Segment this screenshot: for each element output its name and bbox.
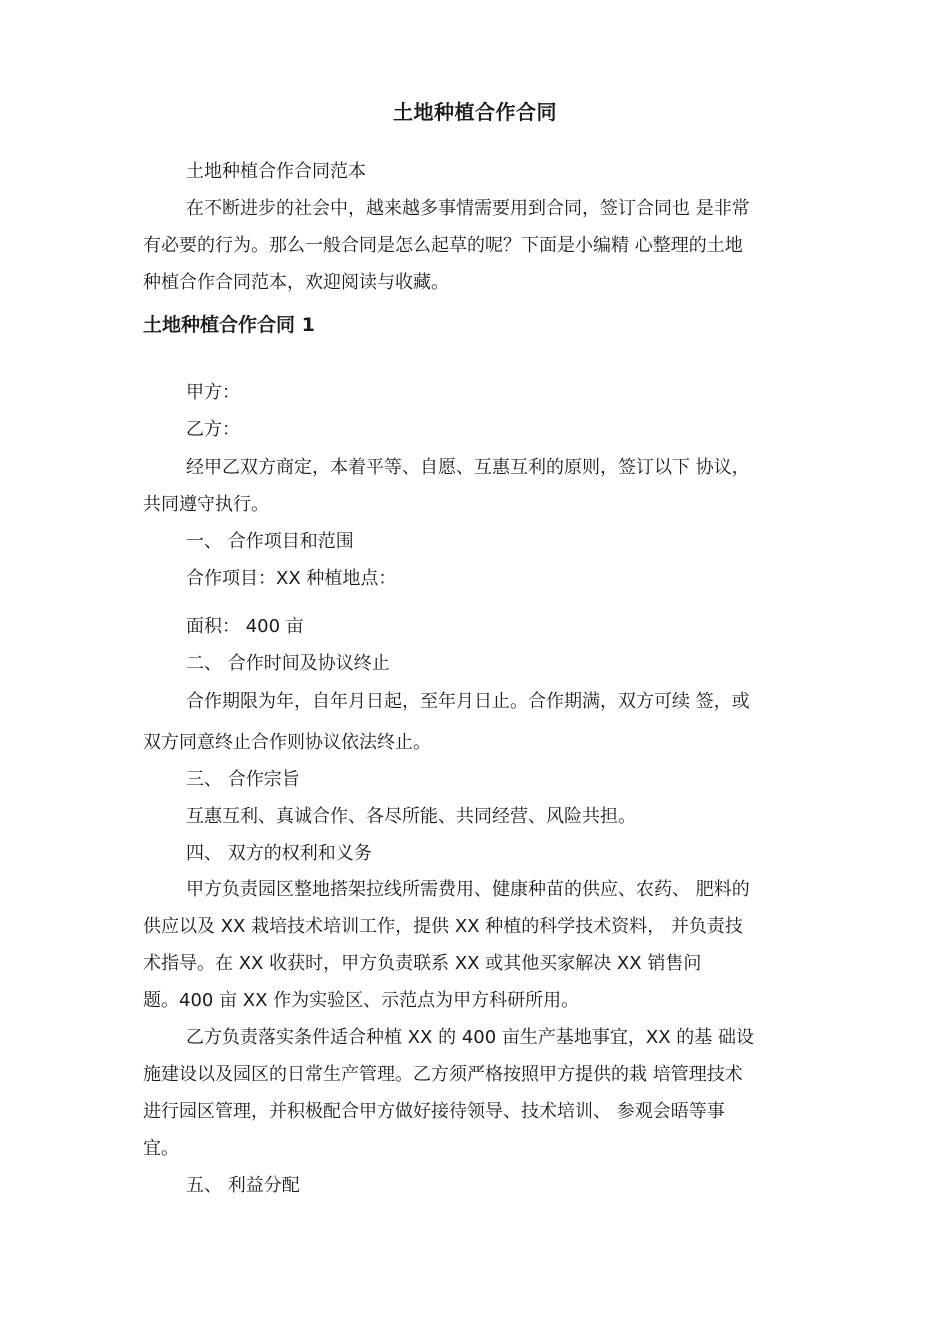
- clause4-party-b-line-2: 施建设以及园区的日常生产管理。乙方须严格按照甲方提供的栽 培管理技术: [143, 1064, 743, 1085]
- section-heading: 土地种植合作合同 1: [143, 314, 315, 336]
- clause5-heading: 五、 利益分配: [186, 1175, 300, 1196]
- intro-line-2: 有必要的行为。那么一般合同是怎么起草的呢？下面是小编精 心整理的土地: [143, 235, 743, 256]
- intro-line-3: 种植合作合同范本，欢迎阅读与收藏。: [143, 272, 449, 293]
- clause2-heading: 二、 合作时间及协议终止: [186, 653, 390, 674]
- clause2-line-1: 合作期限为年，自年月日起，至年月日止。合作期满，双方可续 签，或: [186, 691, 750, 712]
- clause1-area: 面积： 400 亩: [186, 616, 304, 637]
- clause4-heading: 四、 双方的权利和义务: [186, 843, 372, 864]
- clause4-party-b-line-3: 进行园区管理，并积极配合甲方做好接待领导、技术培训、 参观会晤等事: [143, 1101, 725, 1122]
- clause1-project: 合作项目：XX 种植地点：: [186, 568, 397, 589]
- clause2-line-2: 双方同意终止合作则协议依法终止。: [143, 732, 431, 753]
- clause4-party-b-line-1: 乙方负责落实条件适合种植 XX 的 400 亩生产基地事宜，XX 的基 础设: [186, 1027, 755, 1048]
- agreement-line-1: 经甲乙双方商定，本着平等、自愿、互惠互利的原则，签订以下 协议，: [186, 457, 750, 478]
- intro-line-1: 在不断进步的社会中，越来越多事情需要用到合同，签订合同也 是非常: [186, 198, 750, 219]
- party-b-label: 乙方：: [186, 419, 240, 440]
- clause3-text: 互惠互利、真诚合作、各尽所能、共同经营、风险共担。: [186, 806, 636, 827]
- document-title: 土地种植合作合同: [393, 100, 557, 124]
- clause4-party-a-line-1: 甲方负责园区整地搭架拉线所需费用、健康种苗的供应、农药、 肥料的: [186, 879, 750, 900]
- clause3-heading: 三、 合作宗旨: [186, 769, 300, 790]
- clause4-party-a-line-4: 题。400 亩 XX 作为实验区、示范点为甲方科研所用。: [143, 990, 580, 1011]
- agreement-line-2: 共同遵守执行。: [143, 494, 269, 515]
- clause1-heading: 一、 合作项目和范围: [186, 531, 354, 552]
- document-subtitle: 土地种植合作合同范本: [186, 161, 366, 182]
- party-a-label: 甲方：: [186, 382, 240, 403]
- clause4-party-a-line-2: 供应以及 XX 栽培技术培训工作，提供 XX 种植的科学技术资料， 并负责技: [143, 916, 743, 937]
- clause4-party-b-line-4: 宜。: [143, 1138, 179, 1159]
- clause4-party-a-line-3: 术指导。在 XX 收获时，甲方负责联系 XX 或其他买家解决 XX 销售问: [143, 953, 702, 974]
